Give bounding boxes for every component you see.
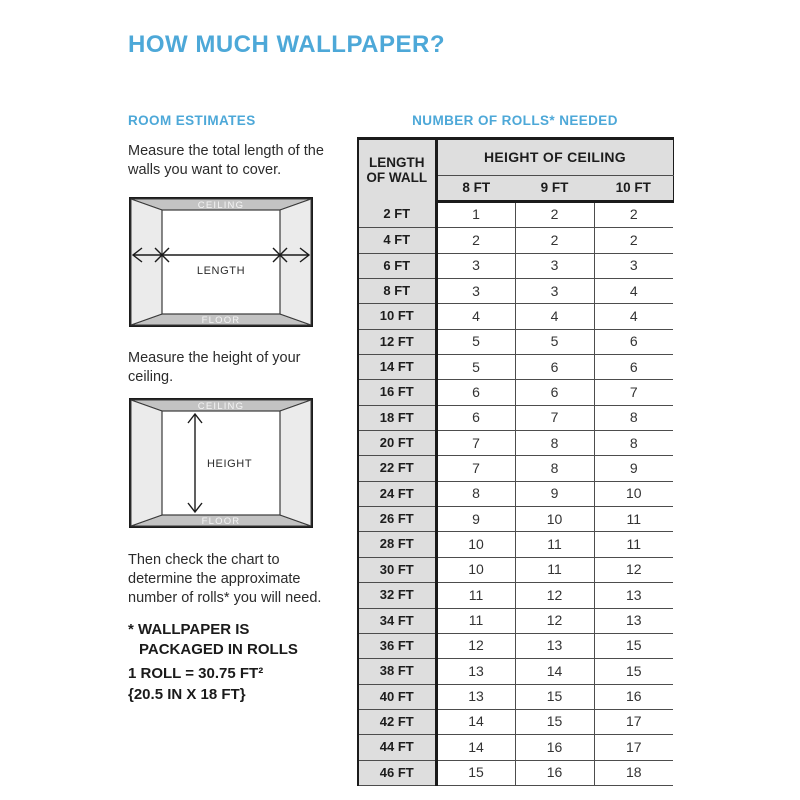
rolls-value-cell: 8 [594, 405, 673, 430]
rolls-table [357, 137, 674, 786]
rolls-value-cell: 18 [594, 760, 673, 785]
rolls-value-cell: 2 [515, 202, 594, 228]
rolls-value-cell: 14 [436, 709, 515, 734]
table-row [358, 659, 673, 684]
table-row [358, 355, 673, 380]
rolls-value-cell: 14 [436, 735, 515, 760]
right-wall-panel [280, 199, 311, 325]
rolls-value-cell: 4 [436, 304, 515, 329]
wall-length-cell: 32 FT [358, 583, 436, 608]
rolls-value-cell: 9 [594, 456, 673, 481]
ceiling-label: CEILING [197, 401, 245, 412]
rolls-value-cell: 15 [436, 760, 515, 785]
table-row [358, 608, 673, 633]
rolls-value-cell: 2 [436, 228, 515, 253]
height-dimension-label: HEIGHT [207, 458, 253, 470]
header-row-group [358, 139, 673, 176]
rolls-value-cell: 15 [515, 709, 594, 734]
rolls-value-cell: 11 [436, 608, 515, 633]
rolls-value-cell: 8 [436, 481, 515, 506]
wall-length-cell: 44 FT [358, 735, 436, 760]
rolls-value-cell: 3 [436, 253, 515, 278]
col-header-9ft: 9 FT [515, 176, 594, 202]
wall-length-cell: 42 FT [358, 709, 436, 734]
rolls-table-container [357, 137, 674, 786]
wall-length-cell: 46 FT [358, 760, 436, 785]
rolls-value-cell: 15 [515, 684, 594, 709]
table-row [358, 456, 673, 481]
rolls-value-cell: 6 [594, 355, 673, 380]
wallpaper-rolls-footnote [128, 620, 298, 660]
floor-label: FLOOR [201, 516, 241, 527]
floor-label: FLOOR [201, 315, 241, 326]
wall-length-cell: 10 FT [358, 304, 436, 329]
rolls-value-cell: 13 [515, 633, 594, 658]
rolls-value-cell: 12 [594, 557, 673, 582]
rolls-value-cell: 2 [594, 202, 673, 228]
wall-length-cell: 12 FT [358, 329, 436, 354]
rolls-value-cell: 15 [594, 659, 673, 684]
rolls-value-cell: 10 [594, 481, 673, 506]
wall-length-cell: 24 FT [358, 481, 436, 506]
wall-length-cell: 2 FT [358, 202, 436, 228]
rolls-value-cell: 16 [515, 735, 594, 760]
instruction-chart-text: Then check the chart to determine the approximate number of rolls* you will need. [128, 552, 322, 606]
rolls-value-cell: 9 [515, 481, 594, 506]
roll-dimensions-text: {20.5 IN X 18 FT} [128, 686, 246, 703]
table-row [358, 532, 673, 557]
table-row [358, 329, 673, 354]
rolls-value-cell: 17 [594, 735, 673, 760]
rolls-value-cell: 16 [594, 684, 673, 709]
rolls-value-cell: 4 [594, 304, 673, 329]
wall-length-cell: 30 FT [358, 557, 436, 582]
col-header-10ft: 10 FT [594, 176, 673, 202]
table-row [358, 431, 673, 456]
col-header-8ft: 8 FT [436, 176, 515, 202]
rolls-value-cell: 3 [594, 253, 673, 278]
instruction-height-text: Measure the height of your ceiling. [128, 350, 301, 385]
rolls-value-cell: 12 [515, 583, 594, 608]
rolls-value-cell: 15 [594, 633, 673, 658]
wall-length-cell: 40 FT [358, 684, 436, 709]
wall-length-cell: 38 FT [358, 659, 436, 684]
length-dimension-label: LENGTH [196, 265, 246, 277]
wall-length-cell: 18 FT [358, 405, 436, 430]
rolls-value-cell: 7 [515, 405, 594, 430]
rolls-value-cell: 10 [515, 507, 594, 532]
rolls-value-cell: 6 [436, 405, 515, 430]
length-of-wall-header: LENGTH OF WALL [358, 139, 436, 202]
wall-length-cell: 28 FT [358, 532, 436, 557]
room-estimates-heading: ROOM ESTIMATES [128, 113, 256, 128]
rolls-value-cell: 11 [436, 583, 515, 608]
rolls-value-cell: 8 [515, 456, 594, 481]
table-row [358, 557, 673, 582]
rolls-value-cell: 12 [436, 633, 515, 658]
wall-length-cell: 6 FT [358, 253, 436, 278]
rolls-value-cell: 6 [436, 380, 515, 405]
rolls-value-cell: 6 [594, 329, 673, 354]
rolls-value-cell: 11 [594, 532, 673, 557]
height-of-ceiling-header: HEIGHT OF CEILING [436, 139, 673, 176]
left-wall-panel [131, 199, 162, 325]
rolls-value-cell: 5 [436, 329, 515, 354]
rolls-value-cell: 10 [436, 532, 515, 557]
rolls-value-cell: 5 [436, 355, 515, 380]
table-row [358, 304, 673, 329]
wall-length-cell: 20 FT [358, 431, 436, 456]
rolls-value-cell: 1 [436, 202, 515, 228]
rolls-value-cell: 7 [436, 431, 515, 456]
table-row [358, 760, 673, 785]
rolls-value-cell: 8 [594, 431, 673, 456]
table-row [358, 253, 673, 278]
table-row [358, 507, 673, 532]
rolls-value-cell: 10 [436, 557, 515, 582]
rolls-needed-heading: NUMBER OF ROLLS* NEEDED [412, 113, 618, 128]
table-row [358, 709, 673, 734]
rolls-value-cell: 8 [515, 431, 594, 456]
room-height-diagram [129, 398, 313, 528]
rolls-value-cell: 4 [515, 304, 594, 329]
rolls-value-cell: 7 [436, 456, 515, 481]
wall-length-cell: 16 FT [358, 380, 436, 405]
footnote-line-2: PACKAGED IN ROLLS [139, 641, 298, 658]
wall-length-cell: 34 FT [358, 608, 436, 633]
rolls-value-cell: 17 [594, 709, 673, 734]
rolls-value-cell: 13 [594, 583, 673, 608]
table-row [358, 279, 673, 304]
rolls-value-cell: 2 [594, 228, 673, 253]
table-row [358, 405, 673, 430]
wall-length-cell: 4 FT [358, 228, 436, 253]
rolls-value-cell: 5 [515, 329, 594, 354]
rolls-value-cell: 14 [515, 659, 594, 684]
table-row [358, 228, 673, 253]
rolls-value-cell: 11 [594, 507, 673, 532]
table-row [358, 633, 673, 658]
rolls-value-cell: 13 [436, 659, 515, 684]
rolls-value-cell: 6 [515, 355, 594, 380]
rolls-value-cell: 7 [594, 380, 673, 405]
ceiling-label: CEILING [197, 200, 245, 211]
rolls-value-cell: 2 [515, 228, 594, 253]
table-row [358, 735, 673, 760]
footnote-line-1: * WALLPAPER IS [128, 621, 250, 638]
page-title: HOW MUCH WALLPAPER? [128, 31, 446, 58]
rolls-value-cell: 11 [515, 532, 594, 557]
rolls-value-cell: 16 [515, 760, 594, 785]
table-row [358, 481, 673, 506]
wall-length-cell: 14 FT [358, 355, 436, 380]
rolls-value-cell: 9 [436, 507, 515, 532]
table-body [358, 202, 673, 786]
table-row [358, 583, 673, 608]
back-wall-panel [162, 210, 280, 314]
rolls-value-cell: 6 [515, 380, 594, 405]
room-length-diagram [129, 197, 313, 327]
rolls-value-cell: 13 [436, 684, 515, 709]
rolls-value-cell: 13 [594, 608, 673, 633]
rolls-value-cell: 4 [594, 279, 673, 304]
rolls-value-cell: 11 [515, 557, 594, 582]
wall-length-cell: 22 FT [358, 456, 436, 481]
table-row [358, 202, 673, 228]
right-wall-panel [280, 400, 311, 526]
rolls-value-cell: 3 [436, 279, 515, 304]
wall-length-cell: 26 FT [358, 507, 436, 532]
rolls-value-cell: 3 [515, 279, 594, 304]
roll-area-text: 1 ROLL = 30.75 FT² [128, 665, 264, 682]
left-wall-panel [131, 400, 162, 526]
table-row [358, 684, 673, 709]
table-row [358, 380, 673, 405]
rolls-value-cell: 3 [515, 253, 594, 278]
roll-size-info [128, 663, 263, 705]
instruction-length-text: Measure the total length of the walls you want to cover. [128, 143, 324, 178]
wall-length-cell: 36 FT [358, 633, 436, 658]
wall-length-cell: 8 FT [358, 279, 436, 304]
rolls-value-cell: 12 [515, 608, 594, 633]
